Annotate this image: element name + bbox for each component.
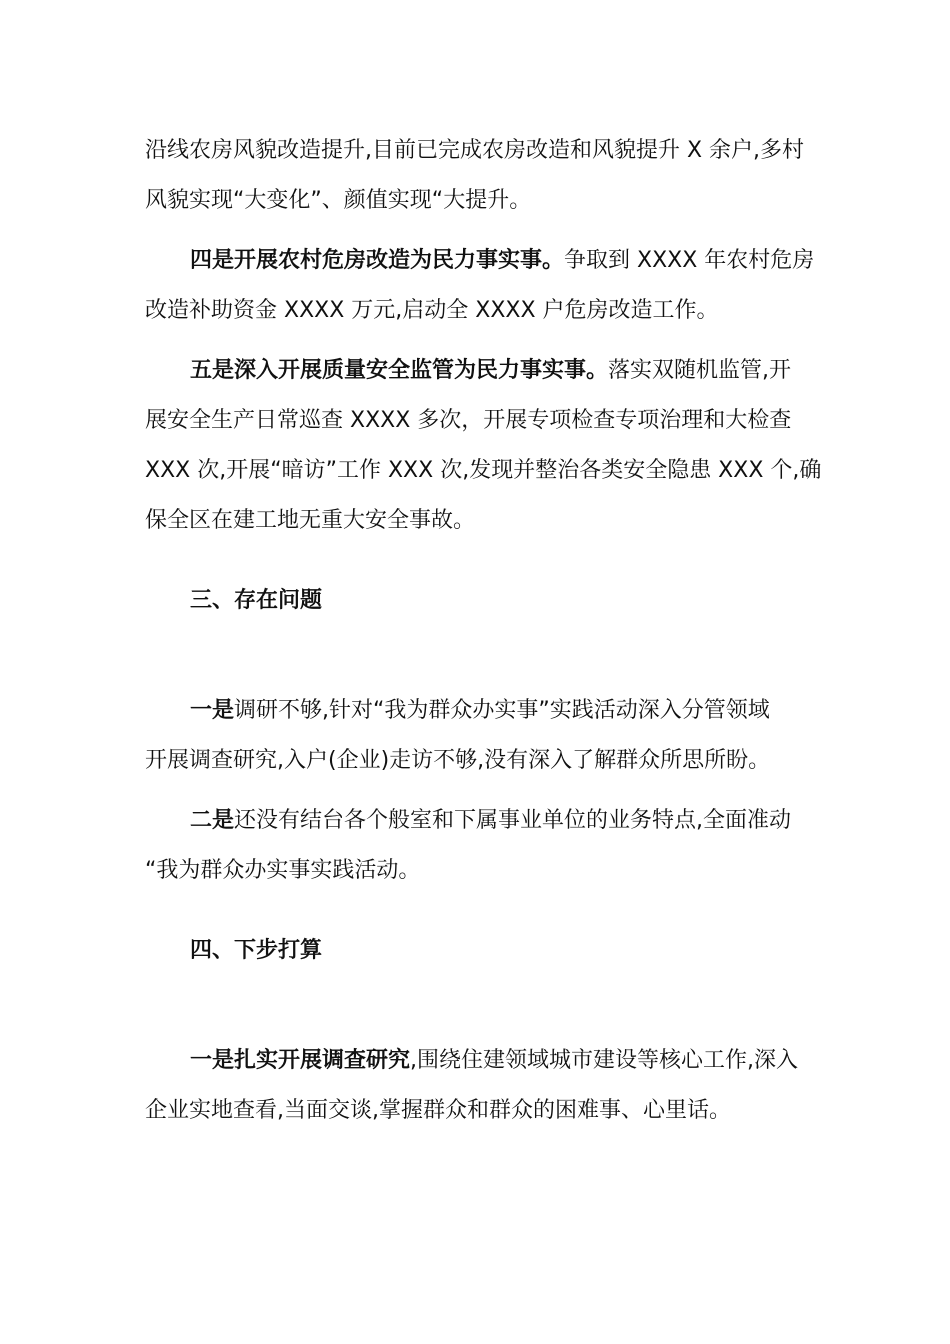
paragraph-line — [145, 136, 815, 166]
text: 开展调查研究,入户(企业)走访不够,没有深入了解群众所思所盼。 — [145, 748, 771, 773]
paragraph-line — [190, 806, 860, 836]
paragraph-line — [145, 296, 815, 326]
text: 改造补助资金 XXXX 万元,启动全 XXXX 户危房改造工作。 — [145, 298, 719, 323]
paragraph-line — [145, 746, 815, 776]
text: XXX 次,开展“暗访”工作 XXX 次,发现并整治各类安全隐患 XXX 个,确 — [145, 458, 822, 483]
paragraph-line — [190, 696, 860, 726]
heading-text: 四、下步打算 — [190, 938, 323, 963]
paragraph-line — [145, 1096, 815, 1126]
paragraph-line — [145, 506, 815, 536]
paragraph-lead: 一是扎实开展调查研究 — [190, 1048, 411, 1073]
paragraph-lead: 一是 — [190, 698, 235, 723]
text: “我为群众办实事实践活动。 — [145, 858, 421, 883]
text: 争取到 XXXX 年农村危房 — [564, 248, 815, 273]
text: 调研不够,针对“我为群众办实事”实践活动深入分管领域 — [234, 698, 770, 723]
paragraph-lead: 二是 — [190, 808, 235, 833]
section-heading — [190, 586, 860, 616]
paragraph-line — [190, 246, 860, 276]
text: 保全区在建工地无重大安全事故。 — [145, 508, 476, 533]
paragraph-line — [145, 186, 815, 216]
paragraph-line — [145, 406, 815, 436]
paragraph-lead: 五是深入开展质量安全监管为民力事实事。 — [190, 358, 609, 383]
heading-text: 三、存在问题 — [190, 588, 323, 613]
paragraph-line — [190, 356, 860, 386]
text: 还没有结台各个般室和下属事业单位的业务特点,全面准动 — [234, 808, 792, 833]
paragraph-lead: 四是开展农村危房改造为民力事实事。 — [190, 248, 565, 273]
text: 展安全生产日常巡查 XXXX 多次，开展专项检查专项治理和大检查 — [145, 408, 792, 433]
paragraph-line — [190, 1046, 860, 1076]
paragraph-line — [145, 456, 822, 486]
text: 落实双随机监管,开 — [608, 358, 792, 383]
paragraph-line — [145, 856, 815, 886]
text: ,围绕住建领域城市建设等核心工作,深入 — [410, 1048, 799, 1073]
text: 企业实地查看,当面交谈,掌握群众和群众的困难事、心里话。 — [145, 1098, 731, 1123]
section-heading — [190, 936, 860, 966]
text: 风貌实现“大变化”、颜值实现“大提升。 — [145, 188, 532, 213]
text: 沿线农房风貌改造提升,目前已完成农房改造和风貌提升 X 余户,多村 — [145, 138, 805, 163]
